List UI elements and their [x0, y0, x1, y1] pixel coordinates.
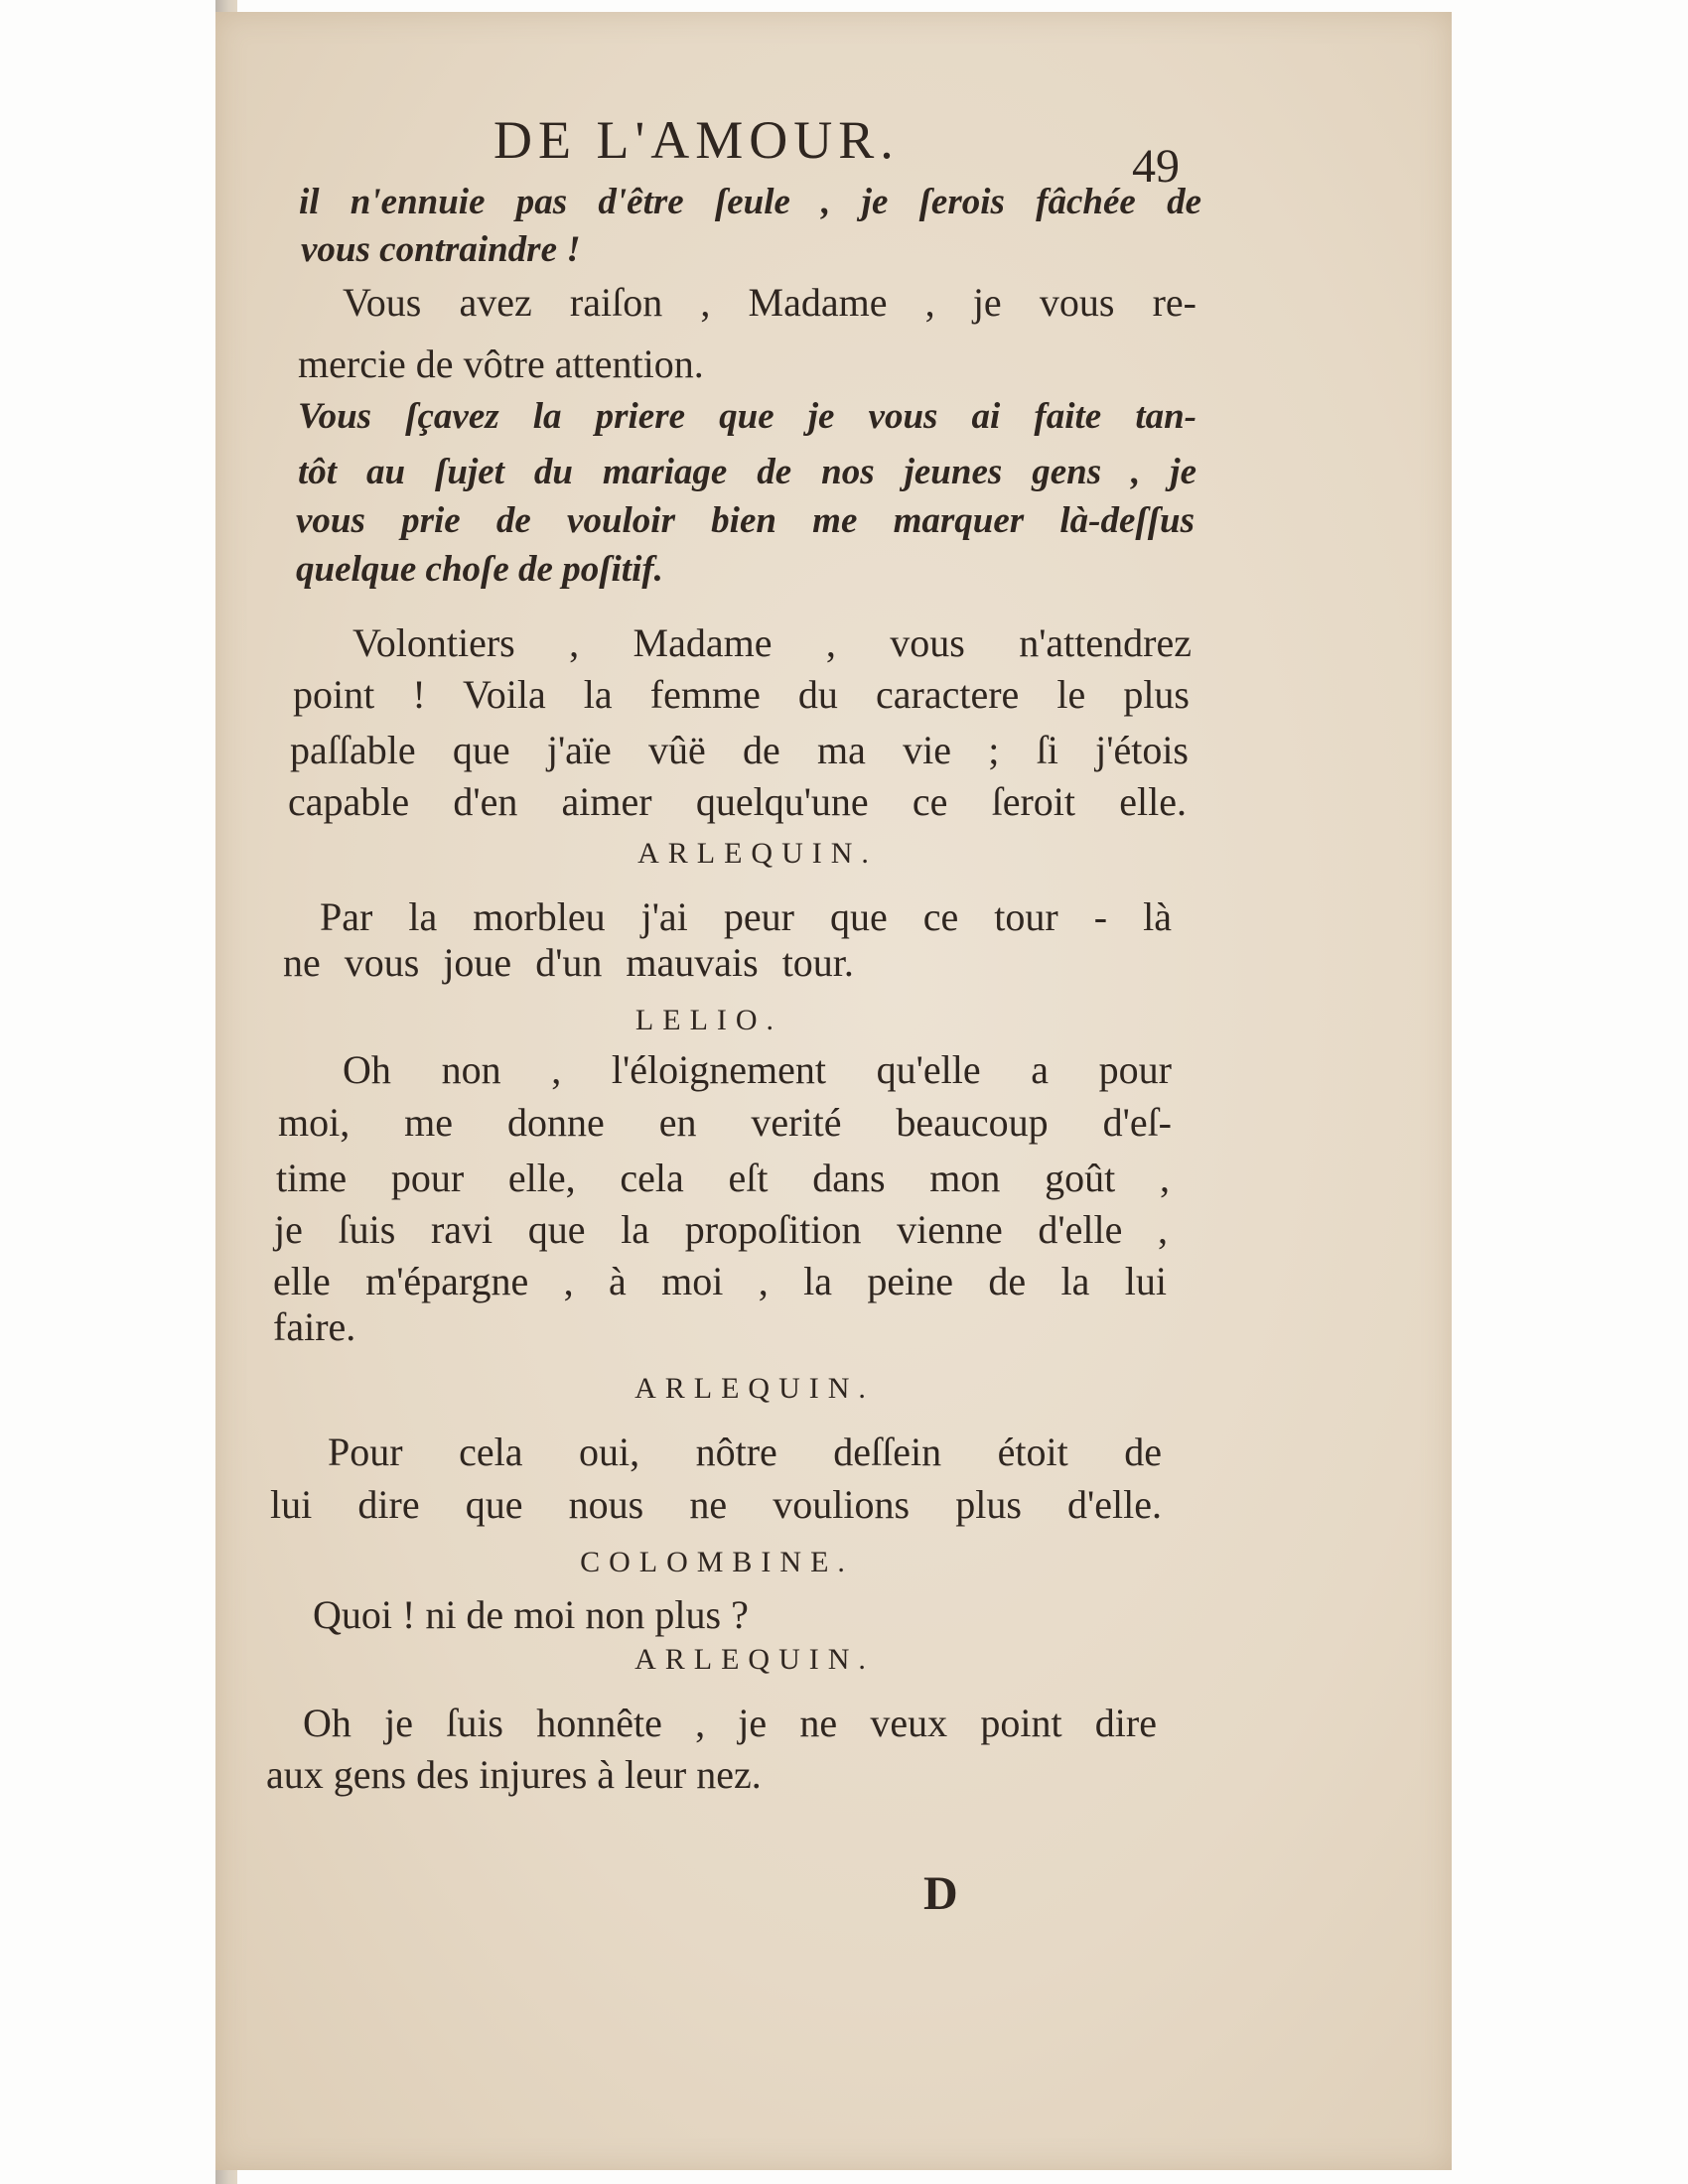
- text-line: capable d'en aimer quelqu'une ce ſeroit elle.: [288, 779, 1187, 824]
- text-line: Vous ſçavez la priere que je vous ai faite tan-: [298, 396, 1196, 437]
- text-line: Quoi ! ni de moi non plus ?: [313, 1592, 749, 1637]
- text-line: vous contraindre !: [301, 229, 581, 270]
- text-line: Oh je ſuis honnête , je ne veux point dire: [303, 1701, 1157, 1745]
- text-line: faire.: [273, 1304, 356, 1349]
- text-line: elle m'épargne , à moi , la peine de la lui: [273, 1259, 1167, 1303]
- text-line: Par la morbleu j'ai peur que ce tour - là: [320, 894, 1172, 939]
- speaker-name: LELIO.: [634, 1004, 783, 1036]
- text-line: time pour elle, cela eſt dans mon goût ,: [276, 1156, 1170, 1200]
- text-line: quelque choſe de poſitif.: [296, 549, 663, 590]
- signature-mark: D: [923, 1867, 958, 1920]
- text-line: je ſuis ravi que la propoſition vienne d'elle ,: [274, 1207, 1168, 1252]
- text-line: paſſable que j'aïe vûë de ma vie ; ſi j'étois: [290, 728, 1189, 772]
- text-line: point ! Voila la femme du caractere le plus: [293, 672, 1190, 717]
- speaker-name: COLOMBINE.: [580, 1546, 854, 1578]
- text-line: aux gens des injures à leur nez.: [266, 1752, 762, 1797]
- text-line: Volontiers , Madame , vous n'attendrez: [352, 620, 1192, 665]
- text-line: vous prie de vouloir bien me marquer là-deſſus: [296, 500, 1195, 541]
- running-title: DE L'AMOUR.: [493, 110, 900, 170]
- text-line: Oh non , l'éloignement qu'elle a pour: [343, 1047, 1172, 1092]
- text-line: ne vous joue d'un mauvais tour.: [283, 940, 854, 985]
- text-line: tôt au ſujet du mariage de nos jeunes gens , je: [298, 452, 1196, 492]
- page-number: 49: [1132, 140, 1180, 193]
- text-line: mercie de vôtre attention.: [298, 341, 704, 386]
- speaker-name: ARLEQUIN.: [634, 1372, 875, 1405]
- text-line: Vous avez raiſon , Madame , je vous re-: [343, 280, 1196, 325]
- speaker-name: ARLEQUIN.: [637, 837, 878, 870]
- text-line: Pour cela oui, nôtre deſſein étoit de: [328, 1430, 1162, 1474]
- text-line: lui dire que nous ne voulions plus d'elle.: [270, 1482, 1162, 1527]
- text-line: il n'ennuie pas d'être ſeule , je ſerois fâchée de: [299, 182, 1201, 222]
- speaker-name: ARLEQUIN.: [634, 1643, 875, 1676]
- text-line: moi, me donne en verité beaucoup d'eſ-: [278, 1100, 1172, 1145]
